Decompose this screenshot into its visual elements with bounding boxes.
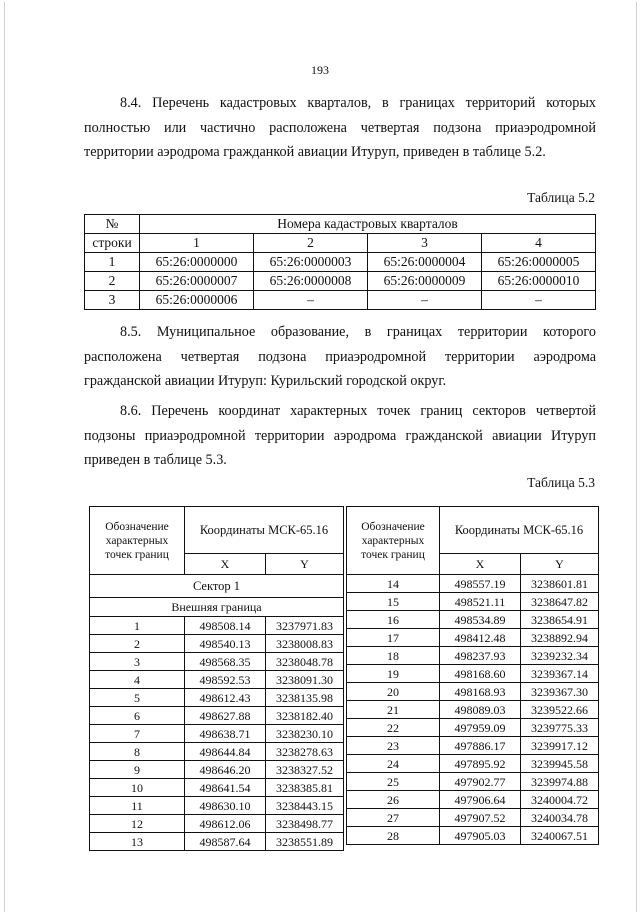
cadastral-cell: 65:26:0000003 [254, 253, 368, 272]
y-coordinate: 3238892.94 [521, 629, 599, 647]
y-coordinate: 3238385.81 [266, 779, 344, 797]
point-number: 1 [90, 617, 185, 635]
point-number: 22 [347, 719, 440, 737]
x-coordinate: 498534.89 [440, 611, 521, 629]
table-row [85, 272, 596, 291]
y-coordinate: 3238498.77 [266, 815, 344, 833]
point-number: 18 [347, 647, 440, 665]
cadastral-cell: 65:26:0000007 [140, 272, 254, 291]
y-coordinate: 3239232.34 [521, 647, 599, 665]
header-points: Обозначение характерных точек границ [90, 507, 185, 575]
x-coordinate: 497895.92 [440, 755, 521, 773]
header-x: X [185, 554, 266, 575]
point-number: 11 [90, 797, 185, 815]
x-coordinate: 498630.10 [185, 797, 266, 815]
y-coordinate: 3239945.58 [521, 755, 599, 773]
cadastral-cell: – [254, 291, 368, 310]
y-coordinate: 3238182.40 [266, 707, 344, 725]
row-number: 2 [85, 272, 140, 291]
table-row [347, 755, 599, 773]
table-row [347, 719, 599, 737]
header-x: X [440, 554, 521, 575]
table-row [90, 617, 344, 635]
point-number: 17 [347, 629, 440, 647]
x-coordinate: 498168.60 [440, 665, 521, 683]
point-number: 20 [347, 683, 440, 701]
cadastral-cell: 65:26:0000005 [482, 253, 596, 272]
point-number: 13 [90, 833, 185, 851]
y-coordinate: 3239367.14 [521, 665, 599, 683]
table-row [85, 291, 596, 310]
point-number: 21 [347, 701, 440, 719]
y-coordinate: 3238551.89 [266, 833, 344, 851]
table-row [347, 647, 599, 665]
table-5-3-right [346, 506, 599, 845]
y-coordinate: 3239775.33 [521, 719, 599, 737]
col-number: 3 [368, 234, 482, 253]
row-number: 1 [85, 253, 140, 272]
table-row [90, 797, 344, 815]
header-no-line2: строки [85, 234, 140, 253]
table-row [347, 683, 599, 701]
cadastral-cell: 65:26:0000004 [368, 253, 482, 272]
x-coordinate: 498412.48 [440, 629, 521, 647]
y-coordinate: 3238443.15 [266, 797, 344, 815]
x-coordinate: 498557.19 [440, 575, 521, 593]
x-coordinate: 498587.64 [185, 833, 266, 851]
page-number: 193 [311, 63, 329, 77]
cadastral-cell: 65:26:0000000 [140, 253, 254, 272]
table-row [90, 725, 344, 743]
point-number: 14 [347, 575, 440, 593]
table-row [90, 635, 344, 653]
point-number: 8 [90, 743, 185, 761]
y-coordinate: 3237971.83 [266, 617, 344, 635]
table-row [347, 773, 599, 791]
x-coordinate: 497902.77 [440, 773, 521, 791]
x-coordinate: 498168.93 [440, 683, 521, 701]
y-coordinate: 3238135.98 [266, 689, 344, 707]
y-coordinate: 3238230.10 [266, 725, 344, 743]
y-coordinate: 3239367.30 [521, 683, 599, 701]
x-coordinate: 498521.11 [440, 593, 521, 611]
row-number: 3 [85, 291, 140, 310]
x-coordinate: 498568.35 [185, 653, 266, 671]
y-coordinate: 3239917.12 [521, 737, 599, 755]
y-coordinate: 3239522.66 [521, 701, 599, 719]
cadastral-cell: – [368, 291, 482, 310]
point-number: 23 [347, 737, 440, 755]
header-y: Y [266, 554, 344, 575]
cadastral-cell: 65:26:0000010 [482, 272, 596, 291]
boundary-label: Внешняя граница [90, 598, 344, 617]
point-number: 2 [90, 635, 185, 653]
table-row [90, 671, 344, 689]
point-number: 9 [90, 761, 185, 779]
table-row [347, 737, 599, 755]
y-coordinate: 3238654.91 [521, 611, 599, 629]
x-coordinate: 497907.52 [440, 809, 521, 827]
y-coordinate: 3238647.82 [521, 593, 599, 611]
table-5-3-caption: Таблица 5.3 [527, 475, 595, 490]
table-row [347, 791, 599, 809]
table-row [90, 689, 344, 707]
header-cadastral-quarters: Номера кадастровых кварталов [140, 215, 596, 234]
point-number: 25 [347, 773, 440, 791]
point-number: 3 [90, 653, 185, 671]
table-5-2 [84, 214, 596, 310]
y-coordinate: 3238048.78 [266, 653, 344, 671]
table-row [90, 743, 344, 761]
col-number: 1 [140, 234, 254, 253]
point-number: 24 [347, 755, 440, 773]
table-row [90, 833, 344, 851]
table-row [90, 779, 344, 797]
point-number: 5 [90, 689, 185, 707]
point-number: 10 [90, 779, 185, 797]
y-coordinate: 3240067.51 [521, 827, 599, 845]
x-coordinate: 498237.93 [440, 647, 521, 665]
y-coordinate: 3238327.52 [266, 761, 344, 779]
paragraph-8-4: 8.4. Перечень кадастровых кварталов, в границах территорий которых полностью или частично расположена четвертая подзона приаэродромной территории аэродрома гражданкой авиации Итуруп, приведен в таблице 5.2. [84, 95, 596, 160]
x-coordinate: 498646.20 [185, 761, 266, 779]
point-number: 28 [347, 827, 440, 845]
y-coordinate: 3238278.63 [266, 743, 344, 761]
point-number: 6 [90, 707, 185, 725]
x-coordinate: 498612.43 [185, 689, 266, 707]
x-coordinate: 497886.17 [440, 737, 521, 755]
table-row [90, 815, 344, 833]
x-coordinate: 498644.84 [185, 743, 266, 761]
x-coordinate: 498638.71 [185, 725, 266, 743]
table-row [347, 665, 599, 683]
left-rows [90, 617, 344, 851]
col-number: 2 [254, 234, 368, 253]
header-points: Обозначение характерных точек границ [347, 507, 440, 575]
x-coordinate: 497906.64 [440, 791, 521, 809]
table-5-2-caption: Таблица 5.2 [527, 190, 595, 205]
y-coordinate: 3240034.78 [521, 809, 599, 827]
paragraph-8-6: 8.6. Перечень координат характерных точек границ секторов четвертой подзоны приаэродромной территории аэродрома гражданской авиации Итуруп приведен в таблице 5.3. [84, 403, 596, 468]
x-coordinate: 498089.03 [440, 701, 521, 719]
y-coordinate: 3239974.88 [521, 773, 599, 791]
col-number: 4 [482, 234, 596, 253]
cadastral-cell: 65:26:0000009 [368, 272, 482, 291]
cadastral-cell: 65:26:0000008 [254, 272, 368, 291]
table-row [90, 707, 344, 725]
point-number: 7 [90, 725, 185, 743]
x-coordinate: 498612.06 [185, 815, 266, 833]
y-coordinate: 3238601.81 [521, 575, 599, 593]
paragraph-8-5: 8.5. Муниципальное образование, в границах территории которого расположена четвертая подзона приаэродромной территории аэродрома гражданской авиации Итуруп: Курильский городской округ. [84, 324, 596, 389]
table-row [347, 575, 599, 593]
table-row [347, 629, 599, 647]
y-coordinate: 3238008.83 [266, 635, 344, 653]
sector-label: Сектор 1 [90, 575, 344, 598]
point-number: 27 [347, 809, 440, 827]
header-coordinates: Координаты МСК-65.16 [440, 507, 599, 554]
x-coordinate: 498627.88 [185, 707, 266, 725]
header-coordinates: Координаты МСК-65.16 [185, 507, 344, 554]
x-coordinate: 498540.13 [185, 635, 266, 653]
x-coordinate: 498508.14 [185, 617, 266, 635]
cadastral-cell: 65:26:0000006 [140, 291, 254, 310]
table-row [90, 653, 344, 671]
header-y: Y [521, 554, 599, 575]
table-row [347, 701, 599, 719]
table-row [347, 809, 599, 827]
table-row [347, 611, 599, 629]
point-number: 12 [90, 815, 185, 833]
table-row [90, 761, 344, 779]
header-no-line1: № [85, 215, 140, 234]
point-number: 26 [347, 791, 440, 809]
point-number: 15 [347, 593, 440, 611]
table-row [347, 827, 599, 845]
point-number: 19 [347, 665, 440, 683]
table-5-3-left [89, 506, 344, 851]
x-coordinate: 497959.09 [440, 719, 521, 737]
x-coordinate: 498641.54 [185, 779, 266, 797]
cadastral-cell: – [482, 291, 596, 310]
table-row [85, 253, 596, 272]
table-row [347, 593, 599, 611]
point-number: 4 [90, 671, 185, 689]
y-coordinate: 3238091.30 [266, 671, 344, 689]
x-coordinate: 497905.03 [440, 827, 521, 845]
right-rows [347, 575, 599, 845]
point-number: 16 [347, 611, 440, 629]
x-coordinate: 498592.53 [185, 671, 266, 689]
y-coordinate: 3240004.72 [521, 791, 599, 809]
